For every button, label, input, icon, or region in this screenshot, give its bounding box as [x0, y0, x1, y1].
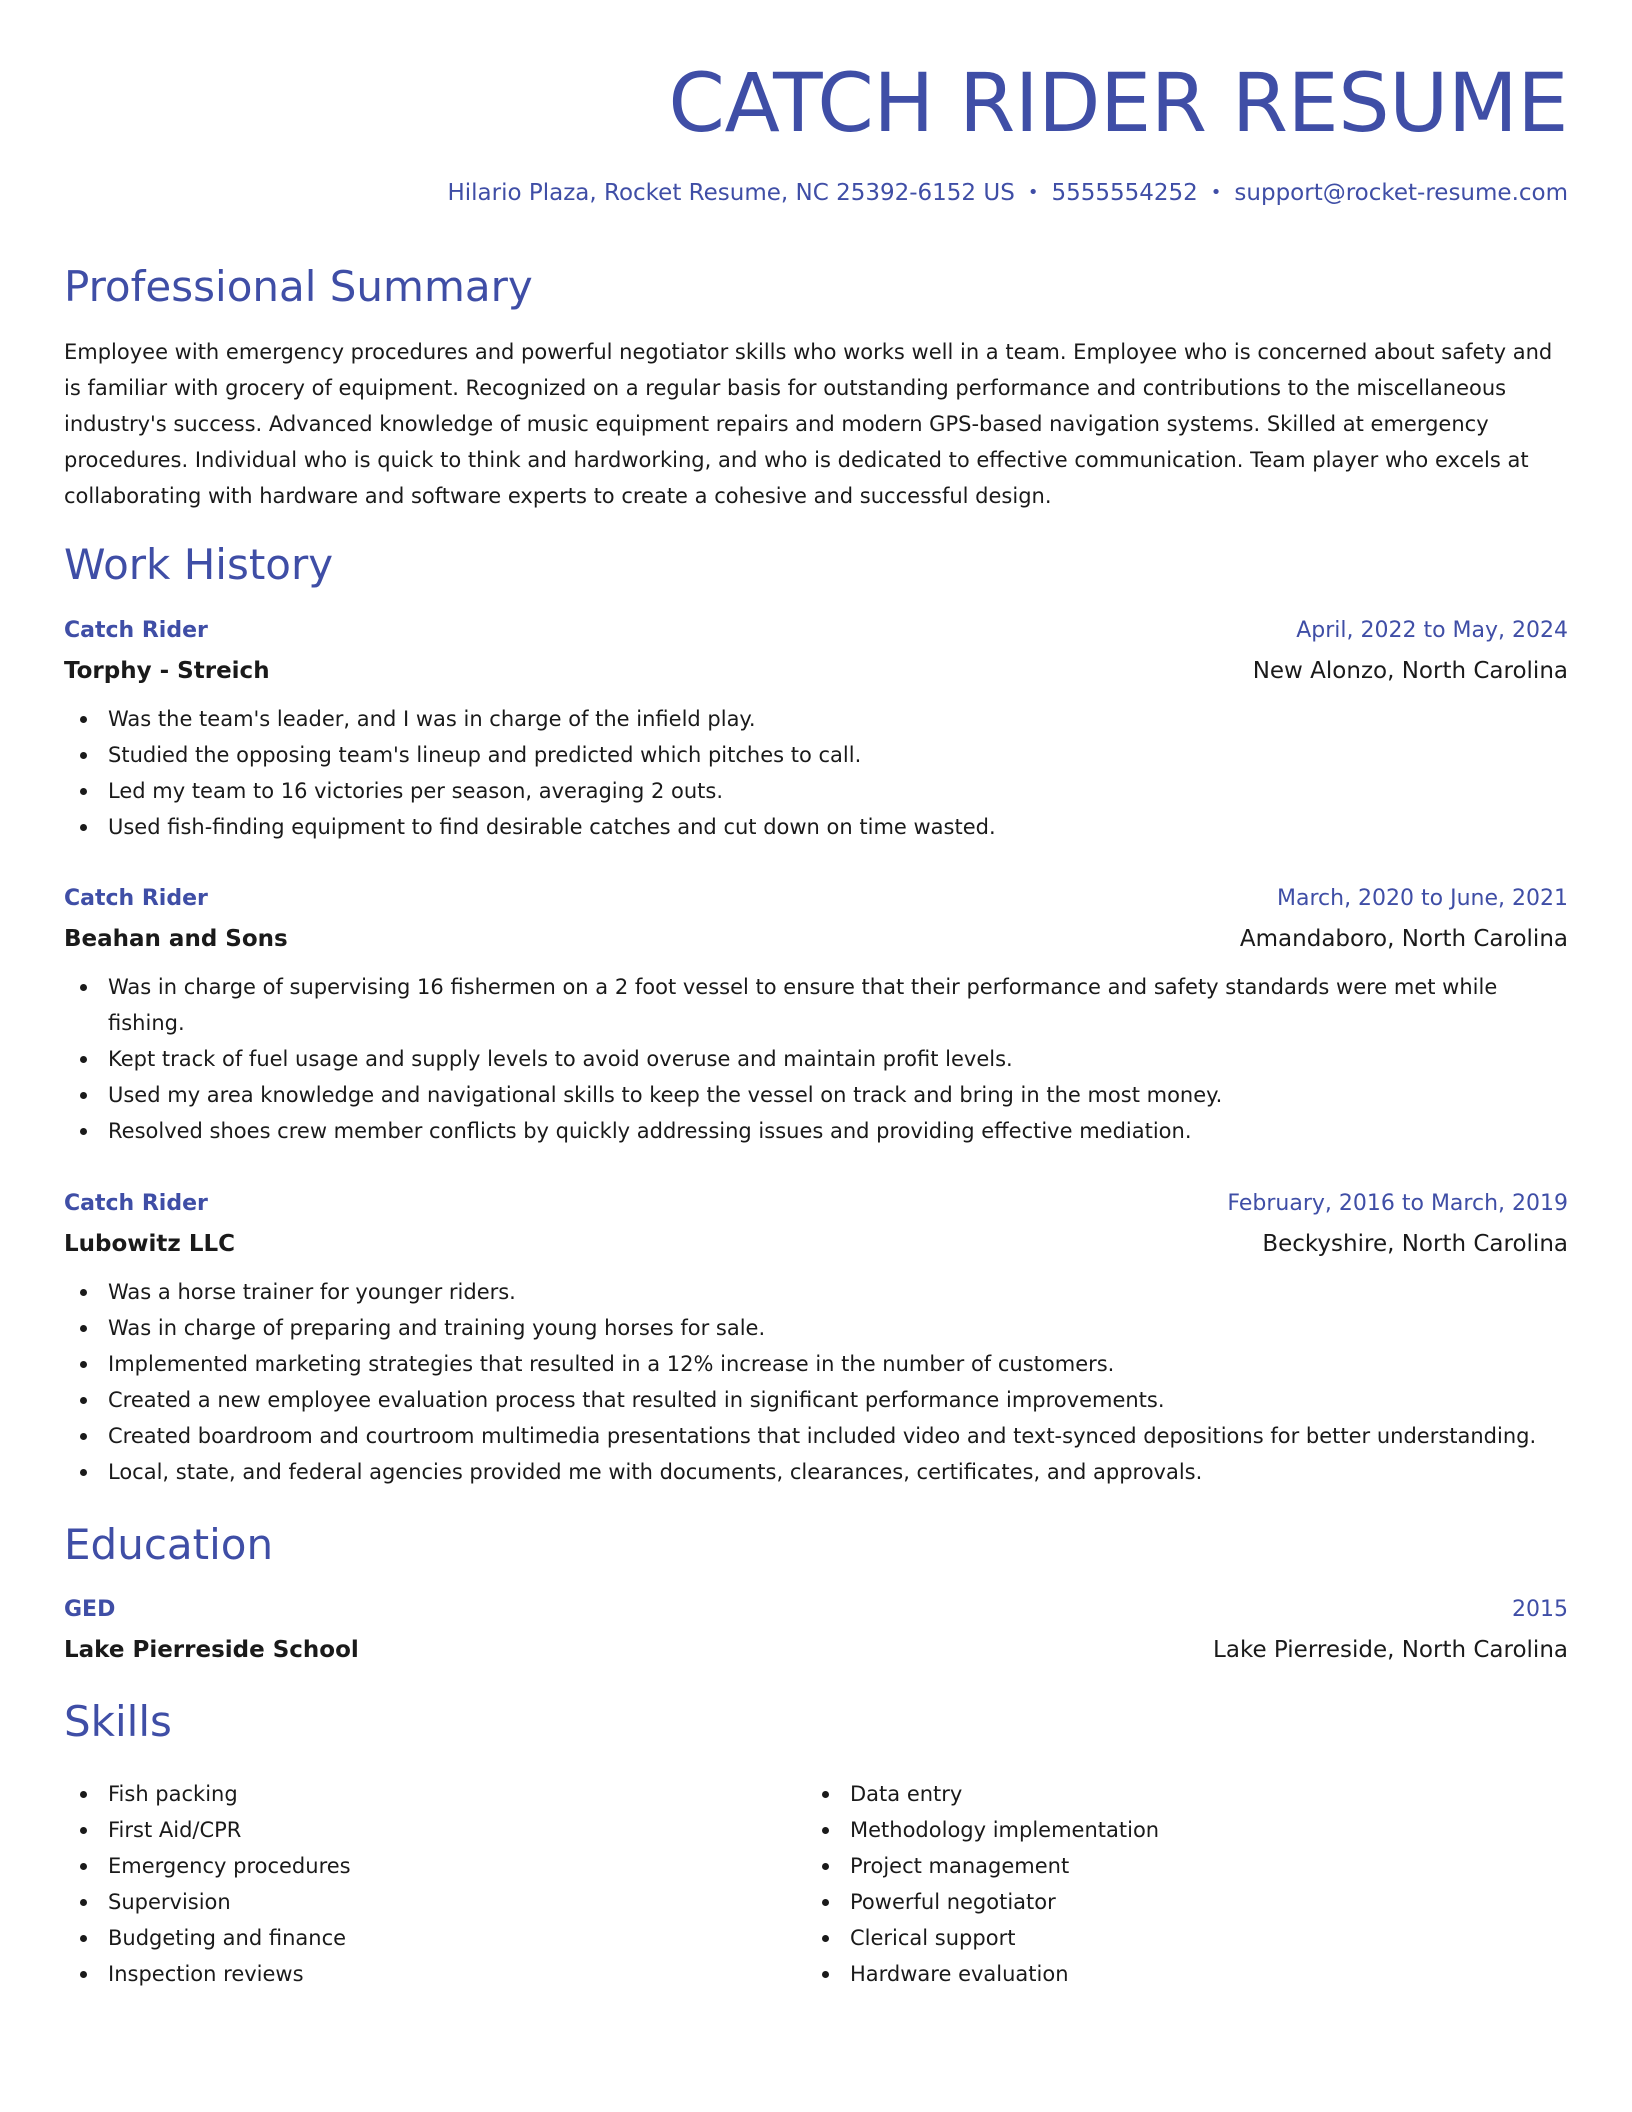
skill-item: Powerful negotiator [806, 1884, 1548, 1920]
job-company: Torphy - Streich [64, 658, 270, 684]
job-dates: April, 2022 to May, 2024 [1296, 618, 1568, 643]
skill-item: Supervision [64, 1884, 806, 1920]
education-year: 2015 [1512, 1597, 1568, 1622]
job-bullet: Was the team's leader, and I was in charge of the infield play. [64, 701, 1568, 737]
resume-title: CATCH RIDER RESUME [668, 57, 1568, 151]
job-bullet-list [64, 701, 1568, 845]
job-bullet-list [64, 969, 1568, 1149]
job-bullet: Implemented marketing strategies that resulted in a 12% increase in the number of customers. [64, 1346, 1568, 1382]
summary-heading: Professional Summary [64, 262, 533, 311]
job-bullet: Created boardroom and courtroom multimedia presentations that included video and text-synced depositions for better understanding. [64, 1418, 1568, 1454]
skills-heading: Skills [64, 1697, 172, 1746]
skill-item: Fish packing [64, 1776, 806, 1812]
education-school: Lake Pierreside School [64, 1637, 359, 1663]
job-bullet: Kept track of fuel usage and supply levels to avoid overuse and maintain profit levels. [64, 1041, 1568, 1077]
job-bullet: Was in charge of preparing and training young horses for sale. [64, 1310, 1568, 1346]
job-entry [64, 611, 1568, 845]
job-bullet: Local, state, and federal agencies provided me with documents, clearances, certificates, and approvals. [64, 1454, 1568, 1490]
job-title: Catch Rider [64, 886, 208, 911]
job-bullet: Used fish-finding equipment to find desirable catches and cut down on time wasted. [64, 809, 1568, 845]
job-bullet-list [64, 1274, 1568, 1490]
job-entry [64, 879, 1568, 1149]
job-dates: March, 2020 to June, 2021 [1277, 886, 1568, 911]
education-heading: Education [64, 1520, 274, 1569]
job-location: Beckyshire, North Carolina [1262, 1231, 1568, 1257]
job-bullet: Created a new employee evaluation process that resulted in significant performance improvements. [64, 1382, 1568, 1418]
job-company: Lubowitz LLC [64, 1231, 236, 1257]
contact-phone: 5555554252 [1051, 180, 1198, 206]
skill-item: Methodology implementation [806, 1812, 1548, 1848]
education-entry [64, 1590, 1568, 1670]
skill-item: Inspection reviews [64, 1956, 806, 1992]
job-company: Beahan and Sons [64, 926, 288, 952]
contact-email: support@rocket-resume.com [1234, 180, 1568, 206]
skill-item: Project management [806, 1848, 1548, 1884]
skills-column-right [806, 1776, 1548, 1992]
job-bullet: Led my team to 16 victories per season, averaging 2 outs. [64, 773, 1568, 809]
job-bullet: Resolved shoes crew member conflicts by quickly addressing issues and providing effective mediation. [64, 1113, 1568, 1149]
skill-item: Budgeting and finance [64, 1920, 806, 1956]
job-dates: February, 2016 to March, 2019 [1227, 1191, 1568, 1216]
job-location: Amandaboro, North Carolina [1239, 926, 1568, 952]
skills-column-left [64, 1776, 806, 1992]
contact-separator: • [1027, 182, 1039, 203]
skill-item: First Aid/CPR [64, 1812, 806, 1848]
education-degree: GED [64, 1597, 116, 1622]
skill-item: Emergency procedures [64, 1848, 806, 1884]
contact-separator: • [1210, 182, 1222, 203]
job-bullet: Used my area knowledge and navigational skills to keep the vessel on track and bring in the most money. [64, 1077, 1568, 1113]
job-bullet: Was in charge of supervising 16 fishermen on a 2 foot vessel to ensure that their performance and safety standards were met while fishing. [64, 969, 1568, 1041]
contact-line [447, 178, 1568, 210]
job-bullet: Studied the opposing team's lineup and predicted which pitches to call. [64, 737, 1568, 773]
job-location: New Alonzo, North Carolina [1252, 658, 1568, 684]
summary-text: Employee with emergency procedures and powerful negotiator skills who works well in a team. Employee who is concerned about safety and is familiar with grocery of equipment. Recognized on a regular basis for outstanding performance and contributions to the miscellaneous industry's success. Advanced knowledge of music equipment repairs and modern GPS-based navigation systems. Skilled at emergency procedures. Individual who is quick to think and hardworking, and who is dedicated to effective communication. Team player who excels at collaborating with hardware and software experts to create a cohesive and successful design. [64, 340, 1553, 508]
work-history-heading: Work History [64, 540, 334, 589]
skill-item: Hardware evaluation [806, 1956, 1548, 1992]
skill-item: Data entry [806, 1776, 1548, 1812]
job-title: Catch Rider [64, 1191, 208, 1216]
job-bullet: Was a horse trainer for younger riders. [64, 1274, 1568, 1310]
skill-item: Clerical support [806, 1920, 1548, 1956]
job-entry [64, 1184, 1568, 1490]
job-title: Catch Rider [64, 618, 208, 643]
education-location: Lake Pierreside, North Carolina [1213, 1637, 1568, 1663]
skills-list [64, 1776, 1568, 1992]
contact-address: Hilario Plaza, Rocket Resume, NC 25392-6152 US [447, 180, 1015, 206]
